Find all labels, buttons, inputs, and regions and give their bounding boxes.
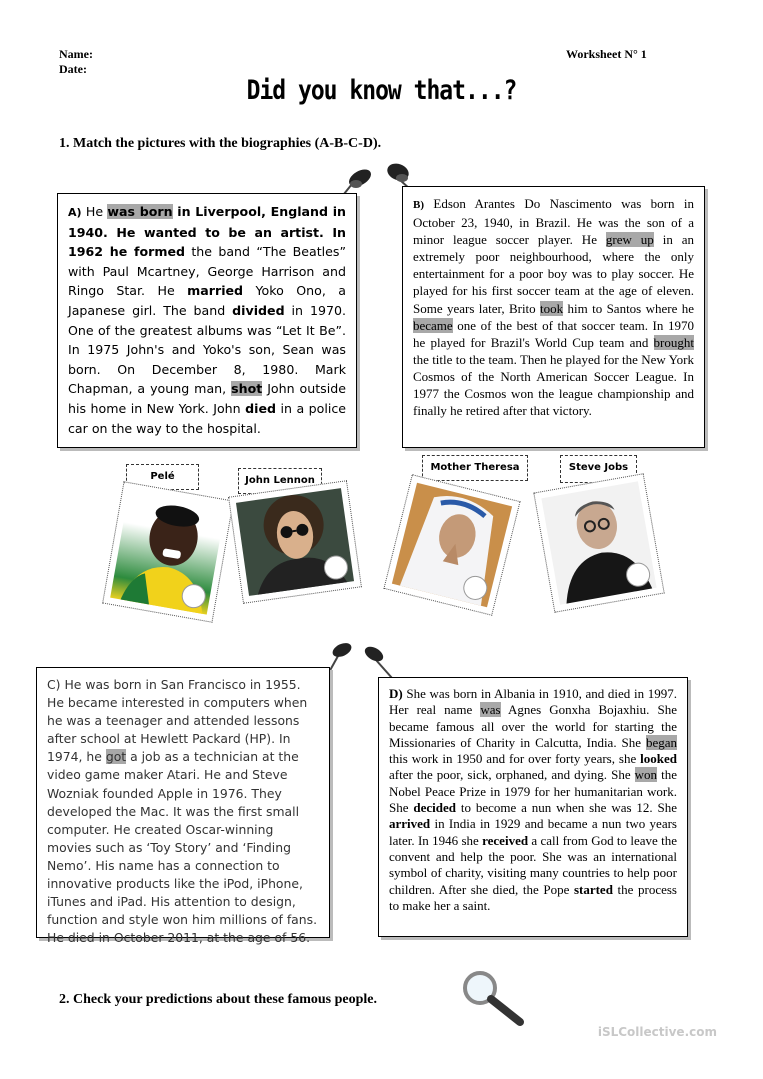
photo-lennon xyxy=(228,480,362,604)
bold-verb: retired xyxy=(465,403,500,419)
bold-verb: decided xyxy=(413,800,456,816)
bio-text: in 1970. One of the greatest albums was “Let It Be”. In 1975 John's and Yoko's son, Sean was born. On December 8, 1980. Mark Chapman, a young man, xyxy=(68,302,346,397)
bold-verb: married xyxy=(187,283,244,299)
bio-text: the title to the team. Then he played for the New York Cosmos of the North American Soccer League. In 1977 the Cosmos won the league championship and finally he xyxy=(413,351,694,419)
bio-text: Apple in 1976. They xyxy=(153,785,282,801)
bio-text: Yoko Ono, a Japanese girl. The band xyxy=(68,283,346,318)
bio-letter: A) xyxy=(68,206,82,219)
highlighted-verb: won xyxy=(634,767,658,783)
bio-text: in a police car on the way to the hospital. xyxy=(68,400,347,436)
biography-b xyxy=(402,186,705,448)
bio-text: the band “The Beatles” with Paul Mcartney, George Harrison and Ringo Star. He xyxy=(68,244,346,299)
bio-text: this work in 1950 and for over forty years, she xyxy=(389,751,641,767)
lennon-portrait xyxy=(236,488,354,596)
highlighted-verb: began xyxy=(645,734,677,750)
theresa-portrait xyxy=(392,483,512,608)
bio-text: the Nobel Peace Prize in 1979 for her humanitarian work. She xyxy=(389,767,677,816)
bold-verb: played xyxy=(413,283,448,299)
bio-letter: D) xyxy=(389,686,403,701)
biography-d xyxy=(378,677,688,937)
bio-letter: C) xyxy=(47,677,61,692)
highlighted-verb: got xyxy=(105,749,127,765)
highlighted-verb: was born xyxy=(107,204,173,219)
date-label: Date: xyxy=(59,62,87,76)
bold-verb: looked xyxy=(640,751,677,767)
bio-text: for his first soccer team at the age of eleven. Some years later, Brito xyxy=(413,283,694,316)
bio-text: after the poor, sick, orphaned, and dying. She xyxy=(389,767,635,783)
biography-a xyxy=(57,193,357,448)
bio-text: Agnes Gonxha Bojaxhiu. She became famous all over the world for starting the Missionaries of Charity in Calcutta, India. She xyxy=(389,702,677,750)
bold-verb: founded xyxy=(102,785,154,801)
picture-label-theresa: Mother Theresa xyxy=(422,455,528,481)
photo-pele xyxy=(102,481,234,623)
bio-text: a job as a technician at the video game maker Atari. He and Steve Wozniak xyxy=(47,749,299,801)
highlighted-verb: was xyxy=(480,702,501,718)
watermark: iSLCollective.com xyxy=(597,1025,717,1039)
bio-text: to be an artist. In 1962 he xyxy=(68,224,346,260)
bio-letter: B) xyxy=(413,199,424,211)
bio-text: the Mac. It was the first small computer. He xyxy=(47,803,300,837)
bio-text: to become a nun when she was 12. She xyxy=(456,800,678,816)
picture-label-lennon: John Lennon xyxy=(238,468,322,494)
bio-text: in India in 1929 and became a nun two years later. In 1946 she xyxy=(389,816,677,848)
highlighted-verb: shot xyxy=(231,381,263,397)
bold-verb: arrived xyxy=(389,816,431,832)
bold-verb: received xyxy=(482,832,529,848)
biography-c xyxy=(36,667,330,946)
name-label: Name: xyxy=(59,47,93,61)
bio-text: He xyxy=(81,204,108,219)
highlighted-verb: took xyxy=(540,300,564,316)
bio-text: a call from God to leave the convent and help the poor. She was an international symbol of charity, visiting many countries to help poor children. After she died, the Pope xyxy=(389,832,677,897)
picture-label-jobs: Steve Jobs xyxy=(560,455,637,483)
magnifier-icon xyxy=(458,968,528,1028)
bio-text: him to Santos where he xyxy=(563,300,694,316)
bio-text: He was born in San Francisco in 1955. He became interested in computers when he was a teenager and xyxy=(47,677,308,729)
bold-verb: divided xyxy=(232,302,285,318)
bio-text: in an extremely poor neighbourhood, where the only entertainment for a poor boy was to play soccer. He xyxy=(413,232,694,282)
bold-verb: wanted xyxy=(143,224,197,240)
bold-verb: started xyxy=(573,881,613,897)
bio-text: John outside his home in New York. John xyxy=(68,381,346,416)
instruction-1: 1. Match the pictures with the biographies (A-B-C-D). xyxy=(59,136,382,151)
bio-text: the process to make her a saint. xyxy=(389,881,677,913)
instruction-2: 2. Check your predictions about these famous people. xyxy=(59,992,378,1007)
bio-text: after that victory. xyxy=(499,403,592,419)
bold-verb: attended xyxy=(193,713,250,729)
worksheet-label: Worksheet N° 1 xyxy=(566,47,647,61)
bio-text: in Liverpool, England in 1940. He xyxy=(68,204,346,240)
bio-text: one of the best of that soccer team. In 1970 he played for Brazil's World Cup team and xyxy=(413,317,694,350)
bold-verb: died xyxy=(245,400,277,416)
photo-jobs xyxy=(533,473,664,613)
highlighted-verb: became xyxy=(413,317,453,333)
page-title: Did you know that...? xyxy=(246,76,517,106)
highlighted-verb: brought xyxy=(653,334,694,350)
bold-verb: created xyxy=(134,821,182,837)
bio-text: She was born in Albania in 1910, and died in 1997. Her real name xyxy=(389,686,677,718)
bold-verb: developed xyxy=(47,803,112,819)
photo-theresa xyxy=(383,474,520,616)
bio-text: Edson Arantes Do Nascimento was born in October 23, 1940, in Brazil. He was the son of a minor league soccer player. He xyxy=(413,196,694,248)
bio-text: Oscar-winning movies such as ‘Toy Story’ and ‘Finding Nemo’. His name has a connection to innovative products like the iPod, iPhone, iTunes and iPad. His attention to design, function and style won him millions of fans. He died in October 2011, at the age of 56. xyxy=(47,821,318,946)
pele-portrait xyxy=(110,489,226,614)
highlighted-verb: grew up xyxy=(605,232,654,248)
bold-verb: formed xyxy=(133,244,186,260)
bio-text: lessons after school at Hewlett Packard (HP). In 1974, he xyxy=(47,713,300,765)
picture-label-pele: Pelé xyxy=(126,464,199,490)
